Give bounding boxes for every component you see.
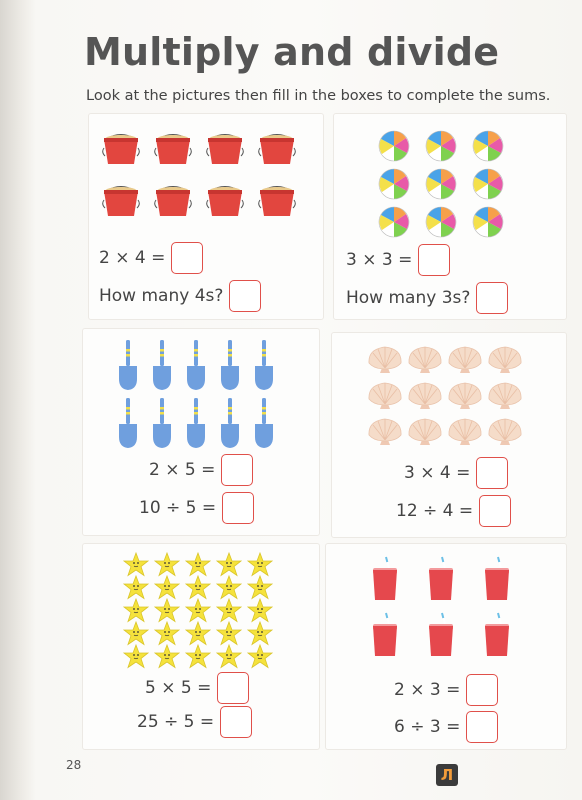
bucket-icon [153,182,193,220]
answer-box[interactable] [171,242,203,274]
beach-ball-icon [472,206,504,238]
star-icon [247,552,273,577]
bucket-icon [205,130,245,168]
star-icon [154,621,180,646]
star-icon [123,575,149,600]
sum-line [346,282,508,314]
sum-line [145,672,249,704]
exercise-panel-drinks [325,543,567,750]
star-icon [154,552,180,577]
star-icon [247,621,273,646]
sum-line [99,280,261,312]
spade-icon [185,339,207,391]
sum-line [394,674,498,706]
answer-box[interactable] [479,495,511,527]
sum-text: How many 3s? [346,288,471,308]
sum-text: 2 × 3 = [394,680,461,700]
star-icon [216,598,242,623]
shell-icon [406,381,444,411]
beach-ball-icon [472,168,504,200]
spade-icon [219,339,241,391]
beach-ball-icon [472,130,504,162]
sum-line [396,495,511,527]
spade-icon [219,397,241,449]
beach-ball-icon [425,130,457,162]
shell-icon [446,417,484,447]
bucket-icon [205,182,245,220]
shell-icon [366,345,404,375]
answer-box[interactable] [418,244,450,276]
sum-line [394,711,498,743]
answer-box[interactable] [476,282,508,314]
shell-icon [366,417,404,447]
shell-icon [486,417,524,447]
sum-text: 3 × 3 = [346,250,413,270]
bucket-icon [153,130,193,168]
star-icon [247,575,273,600]
star-icon [216,644,242,669]
drink-cup-icon [426,556,456,602]
drink-cup-icon [370,612,400,658]
sum-line [346,244,450,276]
star-icon [123,598,149,623]
star-icon [247,644,273,669]
sum-text: 3 × 4 = [404,463,471,483]
answer-box[interactable] [229,280,261,312]
spade-icon [253,397,275,449]
spade-icon [253,339,275,391]
shell-icon [446,381,484,411]
instruction-text: Look at the pictures then fill in the boxes to complete the sums. [86,88,551,104]
sum-text: How many 4s? [99,286,224,306]
star-icon [185,552,211,577]
answer-box[interactable] [466,711,498,743]
spade-icon [185,397,207,449]
page-number: 28 [66,758,82,772]
exercise-panel-stars [82,543,320,750]
star-icon [123,552,149,577]
star-icon [154,644,180,669]
bucket-icon [257,130,297,168]
logo-letter: Л [440,766,454,784]
shell-icon [486,381,524,411]
sum-line [149,454,253,486]
answer-box[interactable] [221,454,253,486]
sum-text: 12 ÷ 4 = [396,501,474,521]
answer-box[interactable] [476,457,508,489]
bucket-icon [101,130,141,168]
spade-icon [117,339,139,391]
beach-ball-icon [425,168,457,200]
beach-ball-icon [425,206,457,238]
exercise-panel-beach-balls [333,113,567,320]
star-icon [185,621,211,646]
star-icon [154,575,180,600]
sum-text: 2 × 4 = [99,248,166,268]
beach-ball-icon [378,130,410,162]
answer-box[interactable] [217,672,249,704]
drink-cup-icon [482,556,512,602]
answer-box[interactable] [220,706,252,738]
shell-icon [446,345,484,375]
spade-icon [151,339,173,391]
drink-cup-icon [426,612,456,658]
star-icon [216,552,242,577]
star-icon [123,621,149,646]
page-title: Multiply and divide [84,30,500,74]
star-icon [185,644,211,669]
sum-text: 5 × 5 = [145,678,212,698]
sum-text: 10 ÷ 5 = [139,498,217,518]
drink-cup-icon [370,556,400,602]
star-icon [123,644,149,669]
bucket-icon [257,182,297,220]
star-icon [185,598,211,623]
star-icon [185,575,211,600]
book-spine-shadow [0,0,36,800]
spade-icon [151,397,173,449]
sum-text: 6 ÷ 3 = [394,717,461,737]
publisher-logo [436,764,458,786]
sum-line [99,242,203,274]
sum-text: 2 × 5 = [149,460,216,480]
exercise-panel-shells [331,332,567,538]
shell-icon [486,345,524,375]
answer-box[interactable] [222,492,254,524]
star-icon [216,621,242,646]
beach-ball-icon [378,168,410,200]
star-icon [154,598,180,623]
spade-icon [117,397,139,449]
sum-line [139,492,254,524]
sum-line [404,457,508,489]
sum-text: 25 ÷ 5 = [137,712,215,732]
star-icon [247,598,273,623]
exercise-panel-spades [82,328,320,536]
exercise-panel-buckets [88,113,324,320]
shell-icon [406,345,444,375]
drink-cup-icon [482,612,512,658]
answer-box[interactable] [466,674,498,706]
bucket-icon [101,182,141,220]
shell-icon [406,417,444,447]
sum-line [137,706,252,738]
star-icon [216,575,242,600]
beach-ball-icon [378,206,410,238]
shell-icon [366,381,404,411]
